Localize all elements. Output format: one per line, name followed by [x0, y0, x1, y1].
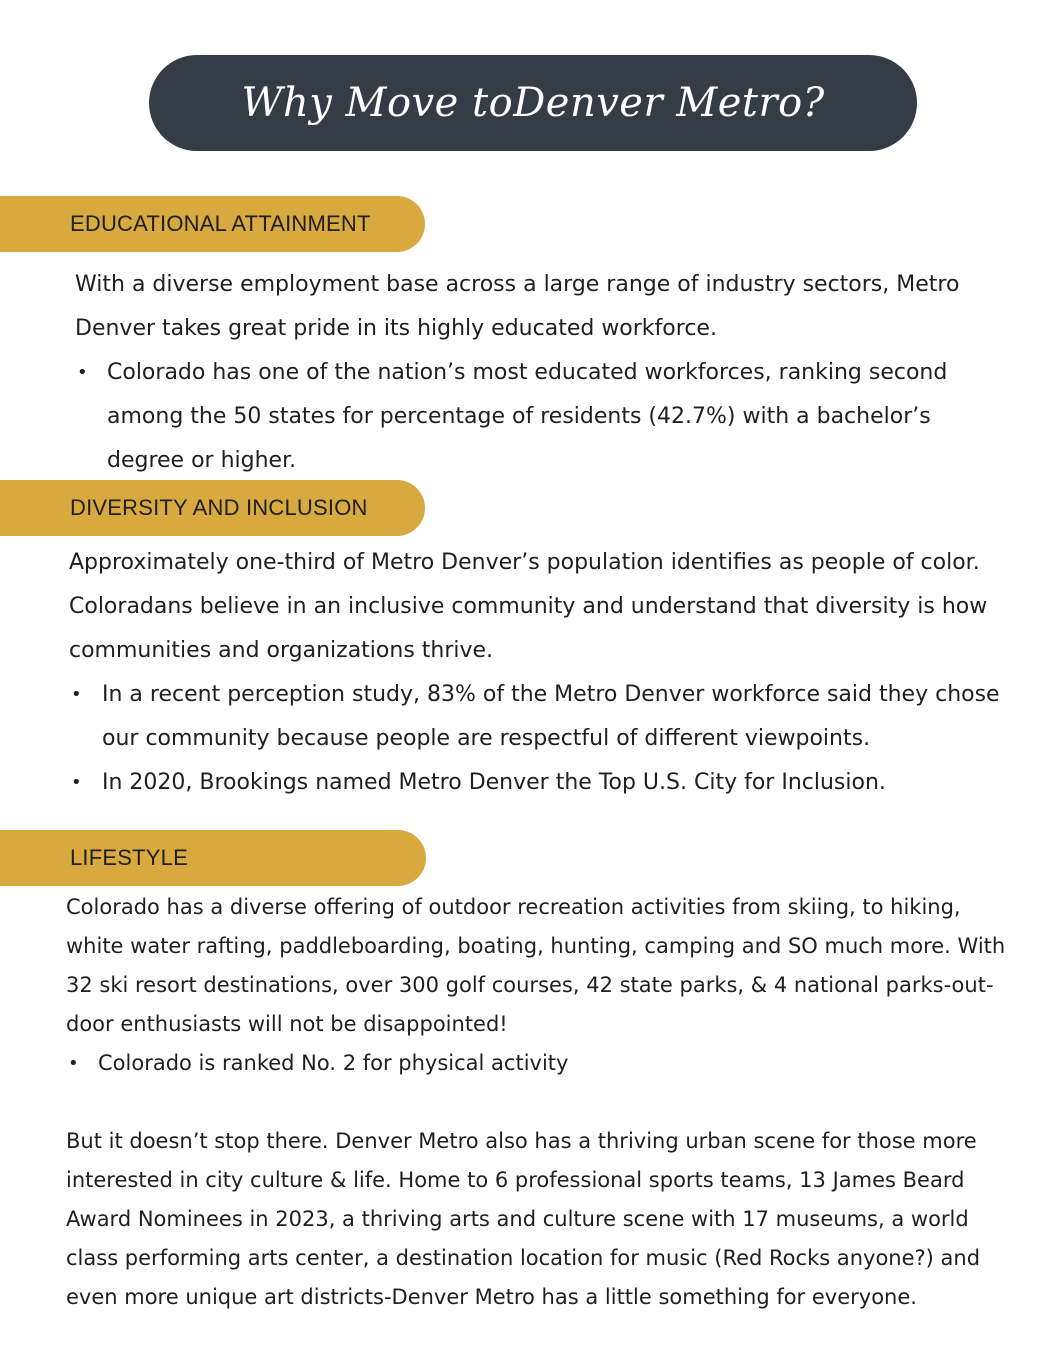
list-item: [69, 673, 1004, 761]
section-body-educational-attainment: [75, 263, 975, 483]
section-closing: But it doesn’t stop there. Denver Metro also has a thriving urban scene for those more interested in city culture & life. Home to 6 professional sports teams, 13 James Beard Award Nominees in 2023, a thriving arts and culture scene with 17 museums, a world class performing arts center, a destination location for music (Red Rocks anyone?) and even more unique art districts-Denver Metro has a little something for everyone.: [66, 1129, 981, 1309]
section-tab-educational-attainment: [0, 196, 425, 252]
section-intro: Approximately one-third of Metro Denver’s population identifies as people of color. Coloradans believe in an inclusive community and understand that diversity is how communities and organizations thrive.: [69, 550, 988, 663]
page-title: Why Move toDenver Metro?: [241, 80, 825, 126]
list-item-text: Colorado has one of the nation’s most educated workforces, ranking second among the 50 states for percentage of residents (42.7%) with a bachelor’s degree or higher.: [107, 360, 948, 473]
list-item: [66, 1044, 1016, 1083]
list-item: [75, 351, 975, 483]
section-intro: With a diverse employment base across a large range of industry sectors, Metro Denver takes great pride in its highly educated workforce.: [75, 272, 960, 341]
bullet-icon: •: [77, 362, 88, 383]
bullet-icon: •: [71, 772, 82, 793]
bullet-icon: •: [71, 684, 82, 705]
section-tab-diversity-inclusion: [0, 480, 425, 536]
page-title-banner: [149, 55, 917, 151]
bullet-icon: •: [68, 1053, 79, 1074]
section-heading: EDUCATIONAL ATTAINMENT: [70, 211, 371, 236]
list-item-text: Colorado is ranked No. 2 for physical activity: [98, 1051, 569, 1075]
bullet-list: [69, 673, 1004, 805]
section-body-diversity-inclusion: [69, 541, 1004, 805]
bullet-list: [75, 351, 975, 483]
list-item: [69, 761, 1004, 805]
section-body-lifestyle: [66, 888, 1016, 1317]
bullet-list: [66, 1044, 1016, 1083]
section-tab-lifestyle: [0, 830, 426, 886]
section-heading: LIFESTYLE: [70, 845, 188, 870]
section-heading: DIVERSITY AND INCLUSION: [70, 495, 368, 520]
list-item-text: In a recent perception study, 83% of the Metro Denver workforce said they chose our community because people are respectful of different viewpoints.: [102, 682, 1000, 751]
list-item-text: In 2020, Brookings named Metro Denver the Top U.S. City for Inclusion.: [102, 770, 886, 795]
section-intro: Colorado has a diverse offering of outdoor recreation activities from skiing, to hiking, white water rafting, paddleboarding, boating, hunting, camping and SO much more. With 32 ski resort destinations, over 300 golf courses, 42 state parks, & 4 national parks-out-door enthusiasts will not be disappointed!: [66, 895, 1006, 1036]
